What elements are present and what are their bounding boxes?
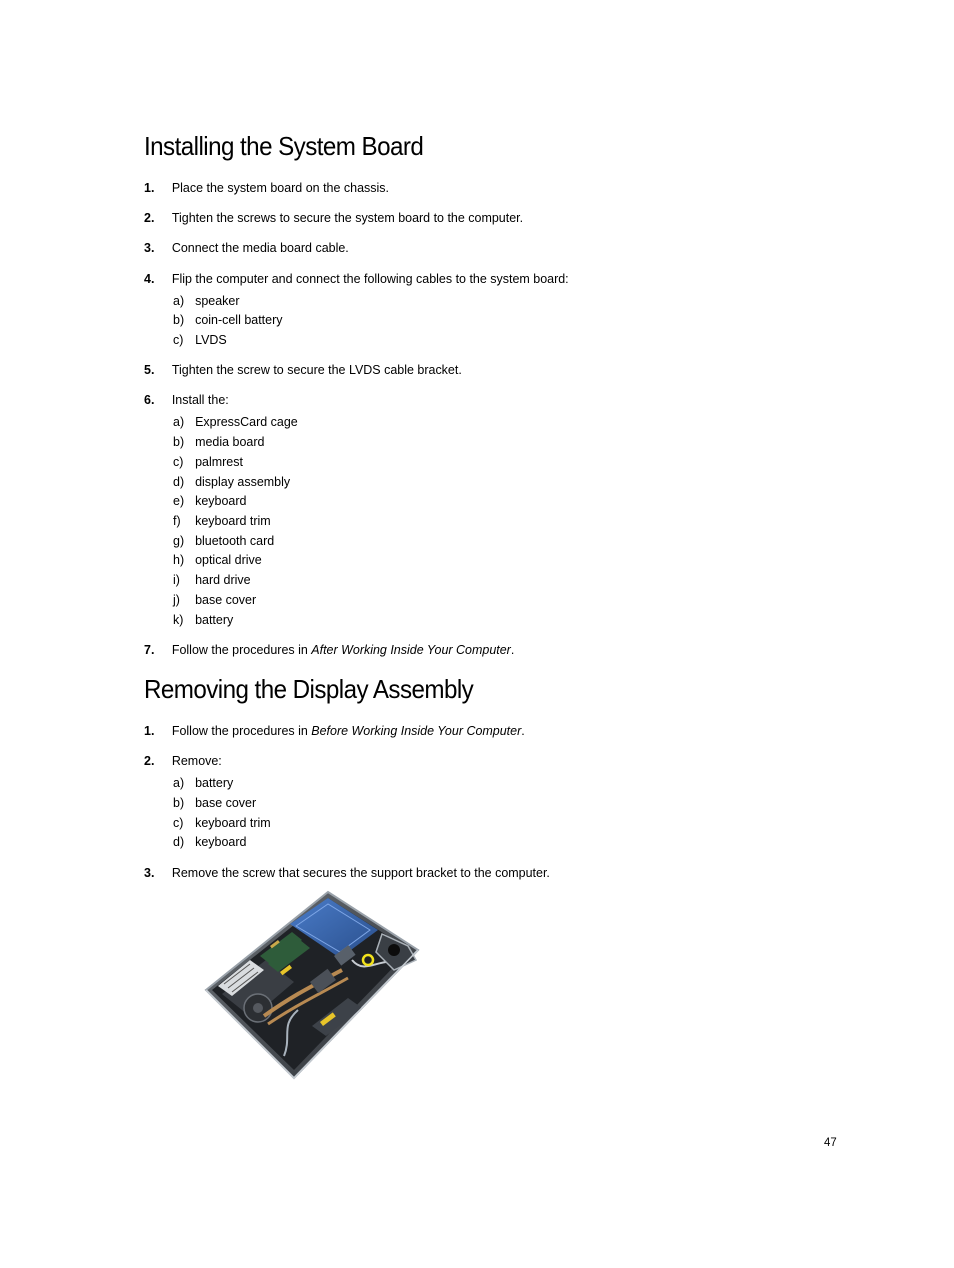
cross-reference-link: Before Working Inside Your Computer xyxy=(311,723,522,738)
laptop-base-photo xyxy=(172,886,422,1082)
manual-page: Installing the System Board 1. Place the system board on the chassis. 2. Tighten the screws to secure the system board to the computer. 3. Connect the media board cable. 4. Flip the computer and connect the following cables to the system board: a) speaker b) coin-cell battery c) LVDS 5. Tighten the screw to secure the LVDS cable bracket. 6. Install the: a) ExpressCard cage b) media board c) palmrest d) display assembly e) keyboard f) keyboard trim g) bluetooth card h) optical drive i) hard drive j) base cover k) battery 7. Follow the procedures in After Working Inside Your Computer. Removing the Display Assembly 1. Follow the procedures in Before Working Inside Your Computer. 2. Remove: a) battery b) base cover c) keyboard trim d) keyboard 3. Remove the screw that secures the support bracket to the computer. 47 xyxy=(144,131,837,1149)
section-title-installing-system-board: Installing the System Board xyxy=(144,131,424,161)
page-number: 47 xyxy=(824,1135,837,1149)
cross-reference-link: After Working Inside Your Computer xyxy=(311,642,511,657)
section-title-removing-display-assembly: Removing the Display Assembly xyxy=(144,674,474,704)
